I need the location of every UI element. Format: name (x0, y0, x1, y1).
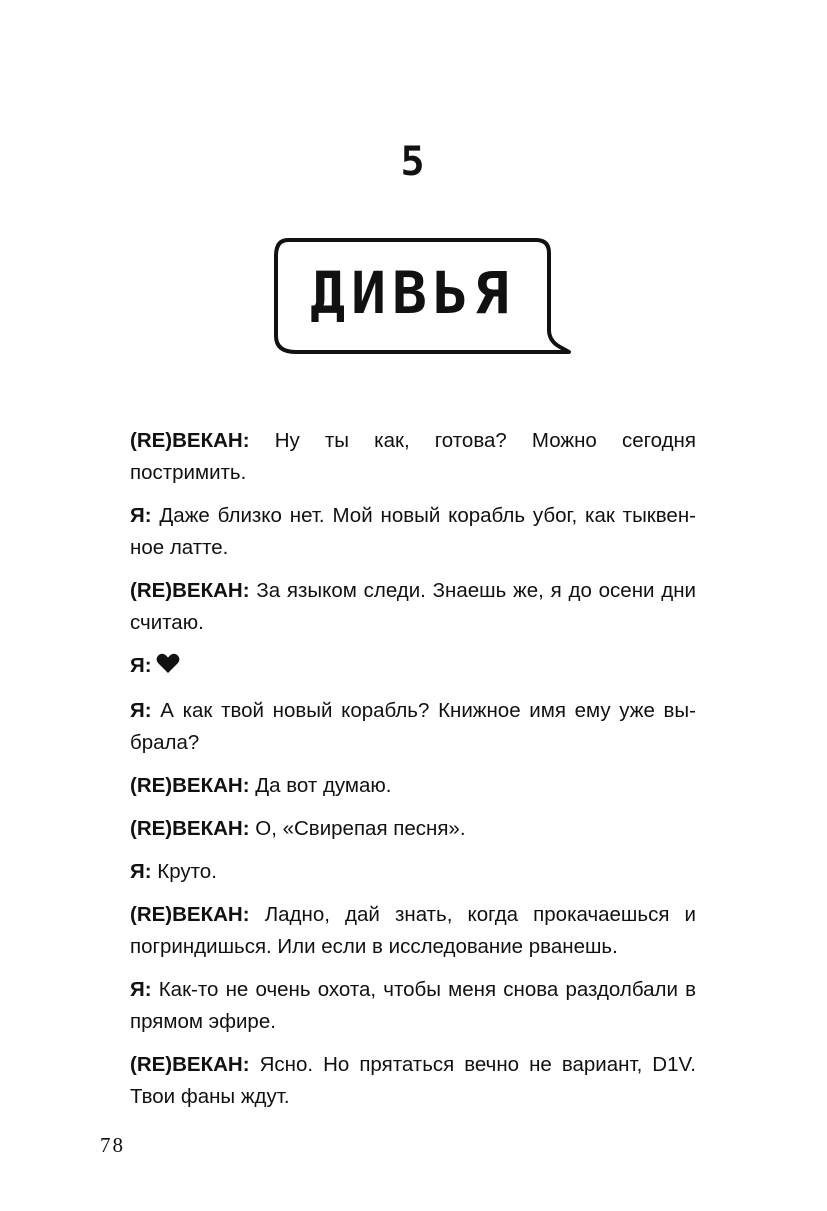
page-number: 78 (100, 1133, 125, 1157)
speaker-name: (RE)ВЕКАН: (130, 429, 250, 452)
speaker-name: Я: (130, 504, 152, 527)
chapter-title: ДИВЬЯ (310, 259, 515, 327)
dialogue-line (130, 899, 696, 963)
message-text: Ясно. Но прятаться вечно не вариант, D1V. Твои фаны ждут. (130, 1053, 696, 1108)
dialogue-line (130, 425, 696, 489)
message-text: О, «Свирепая песня». (255, 817, 466, 840)
message-text: Круто. (157, 860, 217, 883)
dialogue-list (130, 425, 696, 1124)
dialogue-line (130, 500, 696, 564)
speaker-name: (RE)ВЕКАН: (130, 1053, 250, 1076)
message-text: Даже близко нет. Мой новый корабль убог, как тыквенное латте. (130, 504, 696, 559)
heart-icon (156, 652, 180, 684)
dialogue-line (130, 813, 696, 845)
message-text: А как твой новый корабль? Книжное имя ему уже выбрала? (130, 699, 696, 754)
speaker-name: Я: (130, 654, 152, 677)
message-text: Ну ты как, готова? Можно сегодня постримить. (130, 429, 696, 484)
speaker-name: (RE)ВЕКАН: (130, 817, 250, 840)
dialogue-line (130, 856, 696, 888)
message-text: Как-то не очень охота, чтобы меня снова раздолбали в прямом эфире. (130, 978, 696, 1033)
chapter-title-bubble (270, 236, 575, 358)
speaker-name: (RE)ВЕКАН: (130, 774, 250, 797)
speaker-name: Я: (130, 699, 152, 722)
dialogue-line (130, 1049, 696, 1113)
chapter-number: 5 (400, 139, 427, 185)
speaker-name: Я: (130, 978, 152, 1001)
dialogue-line (130, 974, 696, 1038)
dialogue-line (130, 695, 696, 759)
dialogue-line (130, 575, 696, 639)
speaker-name: Я: (130, 860, 152, 883)
speaker-name: (RE)ВЕКАН: (130, 579, 250, 602)
message-text: За языком следи. Знаешь же, я до осени дни считаю. (130, 579, 696, 634)
dialogue-line (130, 770, 696, 802)
dialogue-line (130, 650, 696, 684)
message-text: Да вот думаю. (255, 774, 392, 797)
speaker-name: (RE)ВЕКАН: (130, 903, 250, 926)
message-text: Ладно, дай знать, когда прокачаешься и погриндишься. Или если в исследование рванешь. (130, 903, 696, 958)
